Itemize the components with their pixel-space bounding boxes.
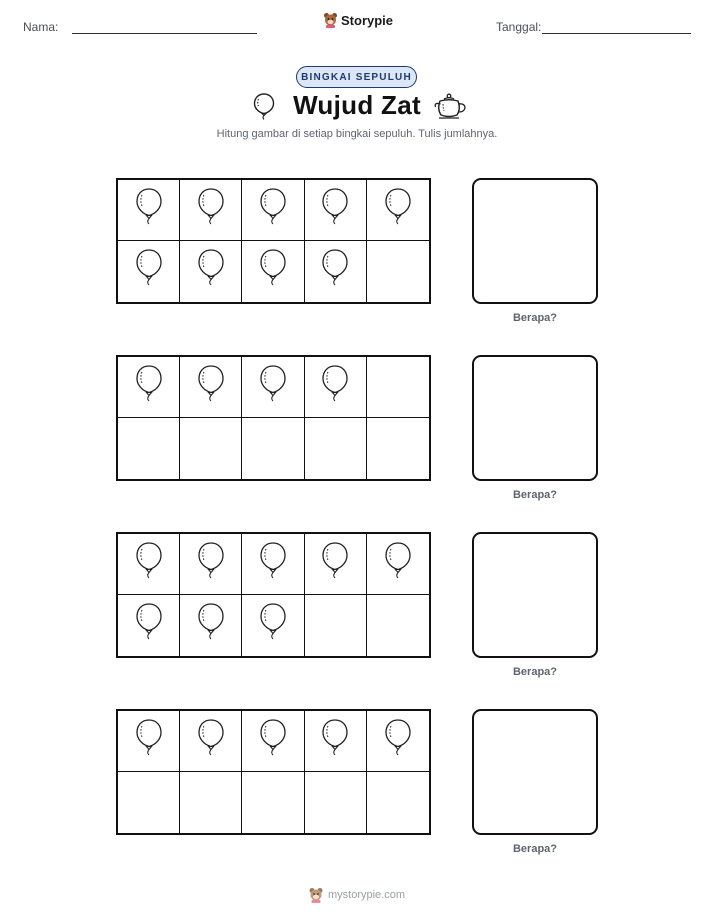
frame-cell bbox=[305, 357, 367, 418]
balloon-icon bbox=[196, 186, 226, 235]
answer-box-1[interactable] bbox=[472, 178, 598, 304]
bear-mascot-icon bbox=[323, 12, 338, 28]
balloon-icon bbox=[320, 717, 350, 766]
page-title: Wujud Zat bbox=[293, 90, 421, 120]
frame-cell bbox=[305, 418, 367, 479]
frame-cell bbox=[367, 357, 429, 418]
answer-prompt: Berapa? bbox=[512, 489, 558, 501]
footer-url[interactable]: mystorypie.com bbox=[328, 889, 406, 901]
frame-cell bbox=[180, 534, 242, 595]
balloon-icon bbox=[134, 186, 164, 235]
name-label: Nama: bbox=[23, 20, 59, 34]
answer-prompt: Berapa? bbox=[512, 666, 558, 678]
balloon-icon bbox=[258, 186, 288, 235]
frame-cell bbox=[367, 180, 429, 241]
brand-logo bbox=[323, 12, 393, 28]
balloon-icon bbox=[196, 601, 226, 650]
balloon-icon bbox=[134, 247, 164, 296]
frame-cell bbox=[305, 772, 367, 833]
ten-frame-1 bbox=[116, 178, 431, 304]
frame-cell bbox=[180, 595, 242, 656]
teapot-icon bbox=[433, 92, 467, 120]
ten-frame-2 bbox=[116, 355, 431, 481]
balloon-icon bbox=[383, 717, 413, 766]
frame-cell bbox=[367, 418, 429, 479]
answer-prompt: Berapa? bbox=[512, 843, 558, 855]
frame-cell bbox=[242, 534, 304, 595]
frame-cell bbox=[242, 595, 304, 656]
frame-cell bbox=[242, 772, 304, 833]
balloon-icon bbox=[320, 363, 350, 412]
frame-cell bbox=[305, 711, 367, 772]
brand-name: Storypie bbox=[341, 12, 394, 28]
frame-cell bbox=[305, 241, 367, 302]
frame-cell bbox=[118, 241, 180, 302]
frame-cell bbox=[180, 180, 242, 241]
balloon-icon bbox=[196, 363, 226, 412]
balloon-icon bbox=[196, 540, 226, 589]
frame-cell bbox=[305, 180, 367, 241]
balloon-icon bbox=[258, 601, 288, 650]
frame-cell bbox=[118, 711, 180, 772]
balloon-icon bbox=[258, 717, 288, 766]
frame-cell bbox=[242, 241, 304, 302]
balloon-icon bbox=[383, 186, 413, 235]
frame-cell bbox=[367, 241, 429, 302]
frame-cell bbox=[242, 357, 304, 418]
instructions: Hitung gambar di setiap bingkai sepuluh. Tulis jumlahnya. bbox=[216, 128, 498, 140]
frame-cell bbox=[242, 418, 304, 479]
answer-box-4[interactable] bbox=[472, 709, 598, 835]
answer-prompt: Berapa? bbox=[512, 312, 558, 324]
balloon-icon bbox=[320, 186, 350, 235]
date-line[interactable] bbox=[542, 33, 691, 34]
name-line[interactable] bbox=[72, 33, 257, 34]
balloon-icon bbox=[258, 540, 288, 589]
balloon-icon bbox=[134, 601, 164, 650]
balloon-icon bbox=[196, 247, 226, 296]
balloon-icon bbox=[320, 247, 350, 296]
frame-cell bbox=[180, 241, 242, 302]
frame-cell bbox=[118, 357, 180, 418]
balloon-icon bbox=[383, 540, 413, 589]
frame-cell bbox=[305, 595, 367, 656]
balloon-icon bbox=[134, 540, 164, 589]
frame-cell bbox=[118, 534, 180, 595]
answer-box-3[interactable] bbox=[472, 532, 598, 658]
ten-frame-4 bbox=[116, 709, 431, 835]
frame-cell bbox=[180, 772, 242, 833]
frame-cell bbox=[242, 180, 304, 241]
footer bbox=[308, 887, 405, 903]
frame-cell bbox=[180, 711, 242, 772]
frame-cell bbox=[367, 711, 429, 772]
frame-cell bbox=[180, 357, 242, 418]
answer-box-2[interactable] bbox=[472, 355, 598, 481]
frame-cell bbox=[118, 418, 180, 479]
frame-cell bbox=[118, 772, 180, 833]
frame-cell bbox=[118, 595, 180, 656]
balloon-icon bbox=[258, 363, 288, 412]
frame-cell bbox=[367, 534, 429, 595]
balloon-icon bbox=[134, 717, 164, 766]
date-label: Tanggal: bbox=[496, 20, 542, 34]
ten-frame-3 bbox=[116, 532, 431, 658]
balloon-icon bbox=[134, 363, 164, 412]
worksheet-type-badge: BINGKAI SEPULUH bbox=[296, 66, 417, 88]
balloon-icon bbox=[258, 247, 288, 296]
frame-cell bbox=[242, 711, 304, 772]
frame-cell bbox=[180, 418, 242, 479]
frame-cell bbox=[367, 595, 429, 656]
balloon-icon bbox=[320, 540, 350, 589]
frame-cell bbox=[367, 772, 429, 833]
balloon-icon bbox=[196, 717, 226, 766]
bear-mascot-icon bbox=[308, 887, 324, 903]
frame-cell bbox=[118, 180, 180, 241]
frame-cell bbox=[305, 534, 367, 595]
